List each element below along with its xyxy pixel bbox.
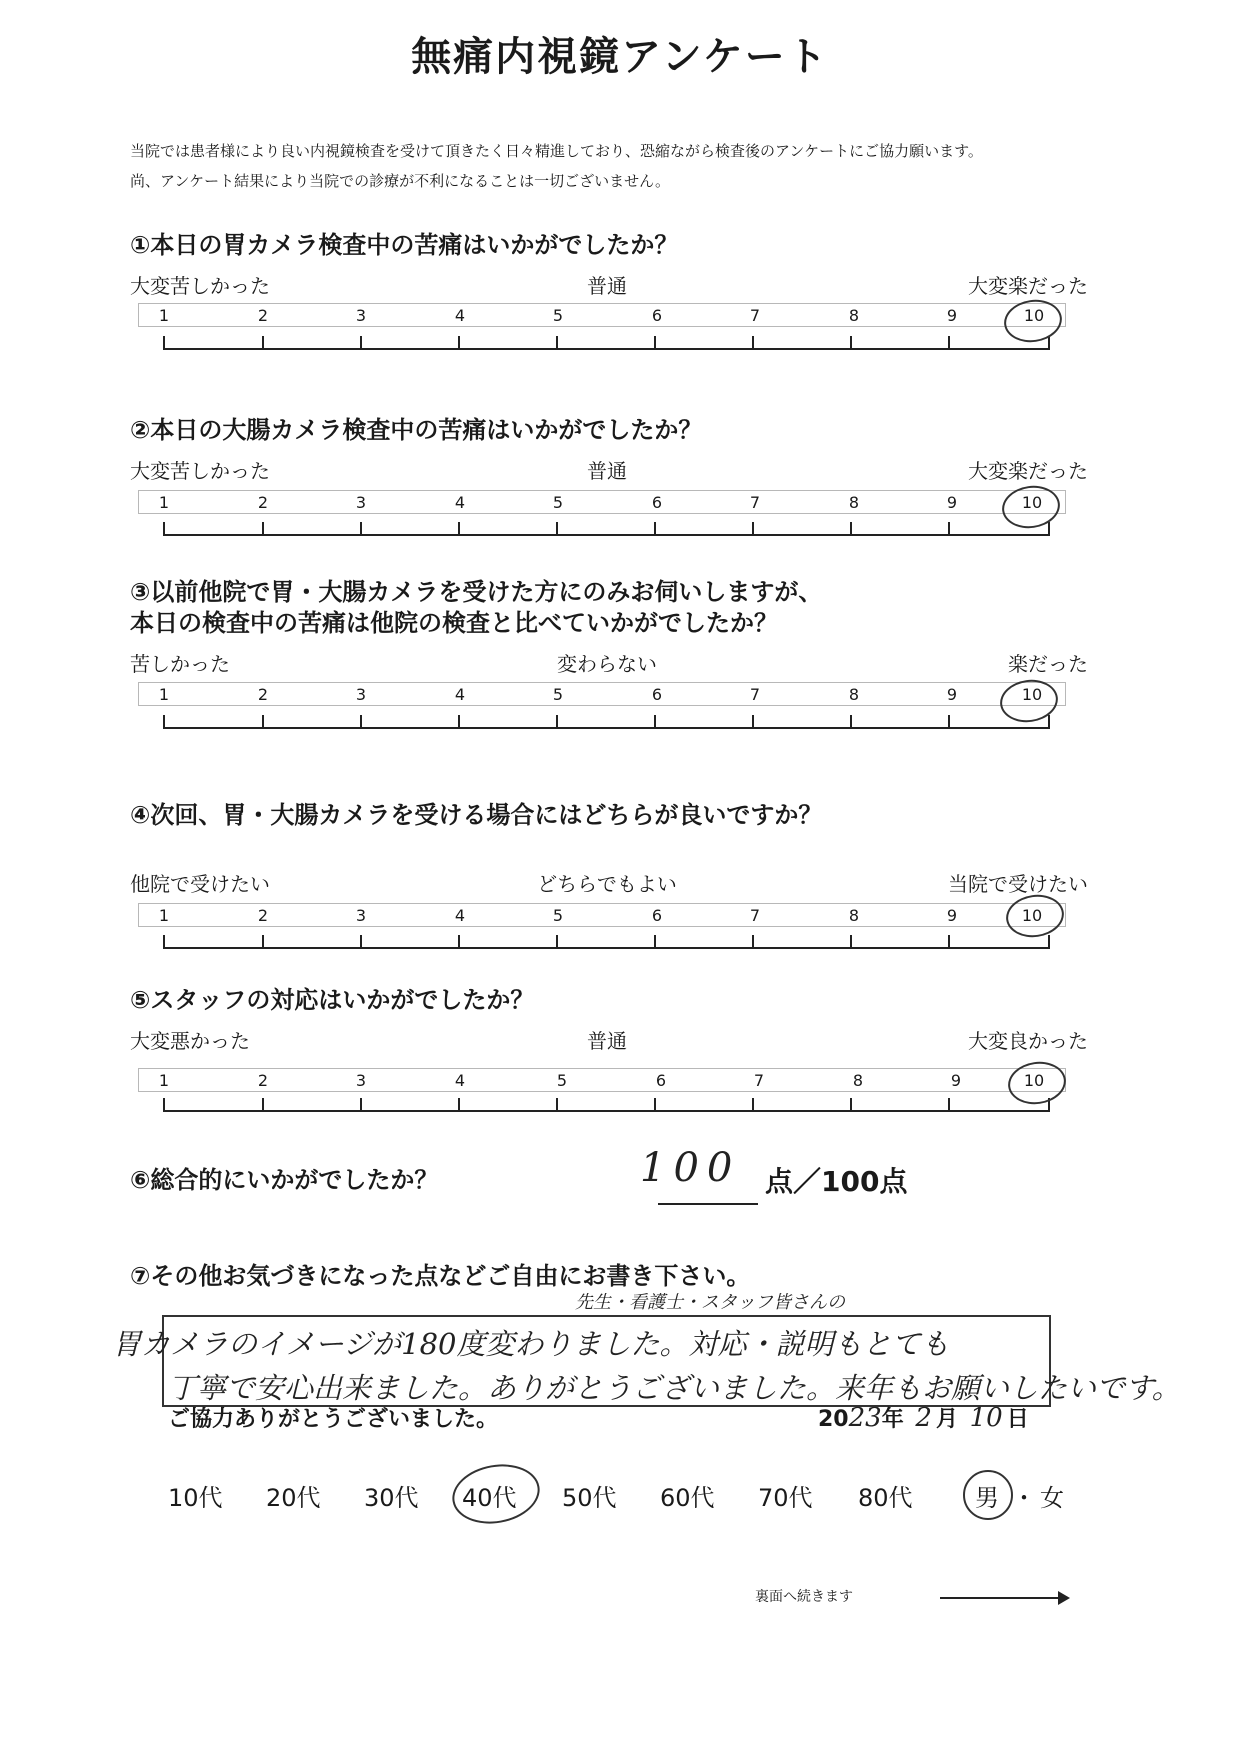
q7-handwritten-line-2: 丁寧で安心出来ました。ありがとうございました。来年もお願いしたいです。 (168, 1371, 1181, 1405)
continue-arrow-line (940, 1597, 1058, 1599)
date-day-label: 日 (1006, 1407, 1029, 1432)
date-month-label: 月 (935, 1407, 958, 1432)
q4-right-label: 当院で受けたい (948, 872, 1088, 896)
q4-scale[interactable] (138, 903, 1066, 927)
q4-option-4[interactable]: 4 (454, 906, 466, 925)
continue-note: 裏面へ続きます (755, 1589, 853, 1605)
q1-left-label: 大変苦しかった (130, 274, 270, 298)
q1-option-7[interactable]: 7 (749, 306, 761, 325)
q3-ruler (163, 715, 1050, 729)
q2-option-1[interactable]: 1 (158, 493, 170, 512)
q7-handwritten-line-1: 胃カメラのイメージが180度変わりました。対応・説明もとても (112, 1327, 950, 1361)
age-option-80s[interactable]: 80代 (858, 1484, 913, 1512)
gender-separator: ・ (1012, 1484, 1036, 1512)
q3-option-3[interactable]: 3 (355, 685, 367, 704)
q4-ruler (163, 935, 1050, 949)
q2-scale[interactable] (138, 490, 1066, 514)
thanks-text: ご協力ありがとうございました。 (168, 1407, 499, 1432)
q5-scale[interactable] (138, 1068, 1066, 1092)
page-title: 無痛内視鏡アンケート (411, 34, 829, 80)
q2-option-3[interactable]: 3 (355, 493, 367, 512)
q5-ruler (163, 1098, 1050, 1112)
q4-mid-label: どちらでもよい (537, 872, 677, 896)
question-2: ②本日の大腸カメラ検査中の苦痛はいかがでしたか？ (130, 416, 703, 444)
q6-score-suffix: 点／100点 (765, 1165, 908, 1198)
date-year-prefix: 20 (818, 1407, 849, 1432)
q6-score-underline (658, 1203, 758, 1205)
gender-option-female[interactable]: 女 (1040, 1484, 1064, 1512)
age-option-40s[interactable]: 40代 (462, 1484, 517, 1512)
q1-option-3[interactable]: 3 (355, 306, 367, 325)
question-3-line-1: ③以前他院で胃・大腸カメラを受けた方にのみお伺いしますが、 (130, 578, 823, 606)
q2-right-label: 大変楽だった (968, 459, 1088, 483)
q3-option-1[interactable]: 1 (158, 685, 170, 704)
q5-option-8[interactable]: 8 (852, 1071, 864, 1090)
q5-option-2[interactable]: 2 (257, 1071, 269, 1090)
age-option-60s[interactable]: 60代 (660, 1484, 715, 1512)
q3-scale[interactable] (138, 682, 1066, 706)
age-selected-circle (448, 1458, 545, 1530)
q5-right-label: 大変良かった (968, 1029, 1088, 1053)
gender-selected-circle (963, 1470, 1013, 1520)
q1-ruler (163, 336, 1050, 350)
age-option-30s[interactable]: 30代 (364, 1484, 419, 1512)
q3-mid-label: 変わらない (557, 652, 657, 676)
date-field[interactable] (818, 1402, 1029, 1433)
q6-score-handwritten[interactable]: 100 (640, 1145, 741, 1191)
q2-option-7[interactable]: 7 (749, 493, 761, 512)
question-5: ⑤スタッフの対応はいかがでしたか？ (130, 986, 535, 1014)
q2-option-10[interactable]: 10 (1021, 493, 1043, 512)
q3-left-label: 苦しかった (130, 652, 230, 676)
q2-left-label: 大変苦しかった (130, 459, 270, 483)
q1-option-4[interactable]: 4 (454, 306, 466, 325)
date-year-label: 年 (881, 1407, 904, 1432)
question-1: ①本日の胃カメラ検査中の苦痛はいかがでしたか？ (130, 231, 679, 259)
q4-option-6[interactable]: 6 (651, 906, 663, 925)
q1-mid-label: 普通 (587, 274, 627, 298)
q4-left-label: 他院で受けたい (130, 872, 270, 896)
q1-option-2[interactable]: 2 (257, 306, 269, 325)
q5-mid-label: 普通 (587, 1029, 627, 1053)
q2-option-6[interactable]: 6 (651, 493, 663, 512)
q4-option-8[interactable]: 8 (848, 906, 860, 925)
q2-option-4[interactable]: 4 (454, 493, 466, 512)
q3-option-6[interactable]: 6 (651, 685, 663, 704)
q1-option-10[interactable]: 10 (1023, 306, 1045, 325)
q2-option-8[interactable]: 8 (848, 493, 860, 512)
q4-option-3[interactable]: 3 (355, 906, 367, 925)
age-option-20s[interactable]: 20代 (266, 1484, 321, 1512)
age-option-10s[interactable]: 10代 (168, 1484, 223, 1512)
q3-option-4[interactable]: 4 (454, 685, 466, 704)
q3-option-5[interactable]: 5 (552, 685, 564, 704)
q1-scale[interactable] (138, 303, 1066, 327)
q3-right-label: 楽だった (1008, 652, 1088, 676)
date-month-handwritten: 2 (915, 1403, 932, 1433)
q4-option-7[interactable]: 7 (749, 906, 761, 925)
q2-ruler (163, 522, 1050, 536)
q4-option-1[interactable]: 1 (158, 906, 170, 925)
date-day-handwritten: 10 (969, 1403, 1003, 1433)
q3-option-7[interactable]: 7 (749, 685, 761, 704)
q5-option-3[interactable]: 3 (355, 1071, 367, 1090)
q1-option-5[interactable]: 5 (552, 306, 564, 325)
q2-option-9[interactable]: 9 (946, 493, 958, 512)
question-6: ⑥総合的にいかがでしたか？ (130, 1166, 439, 1194)
q4-option-10[interactable]: 10 (1021, 906, 1043, 925)
q1-option-6[interactable]: 6 (651, 306, 663, 325)
q5-option-10[interactable]: 10 (1023, 1071, 1045, 1090)
gender-option-male[interactable]: 男 (975, 1484, 999, 1512)
date-year-handwritten: 23 (848, 1403, 882, 1433)
q3-option-9[interactable]: 9 (946, 685, 958, 704)
arrow-right-icon (1058, 1591, 1070, 1605)
q7-handwritten-above: 先生・看護士・スタッフ皆さんの (575, 1292, 845, 1313)
q5-option-6[interactable]: 6 (655, 1071, 667, 1090)
question-3-line-2: 本日の検査中の苦痛は他院の検査と比べていかがでしたか？ (130, 609, 778, 637)
age-option-70s[interactable]: 70代 (758, 1484, 813, 1512)
intro-line-1: 当院では患者様により良い内視鏡検査を受けて頂きたく日々精進しており、恐縮ながら検査後のアンケートにご協力願います。 (130, 142, 983, 160)
q4-option-2[interactable]: 2 (257, 906, 269, 925)
q4-option-5[interactable]: 5 (552, 906, 564, 925)
q1-option-9[interactable]: 9 (946, 306, 958, 325)
q5-option-4[interactable]: 4 (454, 1071, 466, 1090)
q2-option-2[interactable]: 2 (257, 493, 269, 512)
age-option-50s[interactable]: 50代 (562, 1484, 617, 1512)
q5-left-label: 大変悪かった (130, 1029, 250, 1053)
q5-option-1[interactable]: 1 (158, 1071, 170, 1090)
q1-option-8[interactable]: 8 (848, 306, 860, 325)
question-7: ⑦その他お気づきになった点などご自由にお書き下さい。 (130, 1262, 751, 1290)
q1-option-1[interactable]: 1 (158, 306, 170, 325)
q5-option-5[interactable]: 5 (556, 1071, 568, 1090)
q5-option-9[interactable]: 9 (950, 1071, 962, 1090)
q1-right-label: 大変楽だった (968, 274, 1088, 298)
q2-option-5[interactable]: 5 (552, 493, 564, 512)
q4-option-9[interactable]: 9 (946, 906, 958, 925)
question-4: ④次回、胃・大腸カメラを受ける場合にはどちらが良いですか？ (130, 801, 823, 829)
q3-option-8[interactable]: 8 (848, 685, 860, 704)
q2-mid-label: 普通 (587, 459, 627, 483)
q5-option-7[interactable]: 7 (753, 1071, 765, 1090)
q3-option-2[interactable]: 2 (257, 685, 269, 704)
q3-option-10[interactable]: 10 (1021, 685, 1043, 704)
q4-answer-circle (1003, 891, 1066, 941)
intro-line-2: 尚、アンケート結果により当院での診療が不利になることは一切ございません。 (130, 172, 671, 190)
